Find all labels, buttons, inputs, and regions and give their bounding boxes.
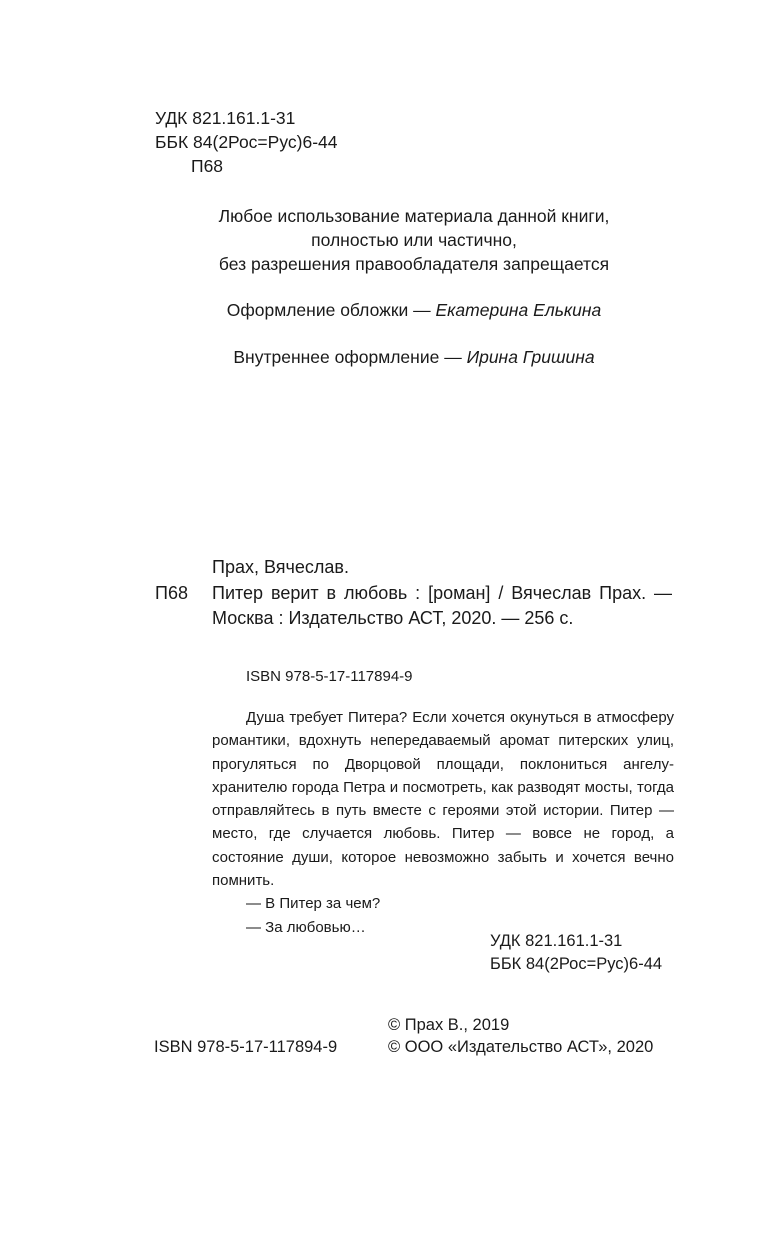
copyright-block — [388, 1014, 653, 1058]
annotation-dialog-line: — В Питер за чем? — [246, 895, 381, 913]
author-sign: П68 — [191, 156, 224, 176]
bibliographic-code: П68 — [155, 583, 188, 603]
udk-code: УДК 821.161.1-31 — [155, 108, 296, 128]
footer-bbk-code: ББК 84(2Рос=Рус)6-44 — [490, 955, 663, 973]
interior-design-credit — [0, 345, 768, 369]
copyright-author: © Прах В., 2019 — [388, 1016, 510, 1034]
credit-name: Ирина Гришина — [466, 347, 595, 367]
credit-role: Оформление обложки — — [226, 300, 436, 320]
annotation-dialog-line: — За любовью… — [246, 918, 366, 936]
rights-notice-line: без разрешения правообладателя запрещается — [218, 254, 610, 274]
footer-udk-code: УДК 821.161.1-31 — [490, 932, 623, 950]
annotation — [212, 706, 674, 939]
bibliographic-isbn: ISBN 978-5-17-117894-9 — [246, 668, 413, 685]
bibliographic-description: Питер верит в любовь : [роман] / Вячеслав Прах. — Москва : Издательство АСТ, 2020. — 256 с. — [212, 583, 672, 628]
credit-role: Внутреннее оформление — — [233, 347, 467, 367]
credit-name: Екатерина Елькина — [435, 300, 602, 320]
cover-design-credit — [0, 298, 768, 322]
copyright-publisher: © ООО «Издательство АСТ», 2020 — [388, 1038, 654, 1056]
annotation-paragraph: Душа требует Питера? Если хочется окунуться в атмосферу романтики, вдохнуть непередаваемый аромат питерских улиц, прогуляться по Дворцовой площади, поклониться ангелу-хранителю города Петра и посмотреть, как разводят мосты, тогда отправляйтесь в путь вместе с героями этой истории. Питер — место, где случается любовь. Питер — вовсе не город, а состояние души, которое невозможно забыть и хочется вечно помнить. — [212, 709, 674, 890]
rights-notice — [0, 204, 768, 276]
footer-classification-codes — [490, 930, 662, 976]
rights-notice-line: полностью или частично, — [311, 230, 517, 250]
bbk-code: ББК 84(2Рос=Рус)6-44 — [155, 132, 338, 152]
isbn-bottom: ISBN 978-5-17-117894-9 — [154, 1038, 338, 1056]
classification-codes — [155, 106, 338, 178]
bibliographic-author: Прах, Вячеслав. — [212, 557, 349, 577]
rights-notice-line: Любое использование материала данной книги, — [218, 206, 610, 226]
